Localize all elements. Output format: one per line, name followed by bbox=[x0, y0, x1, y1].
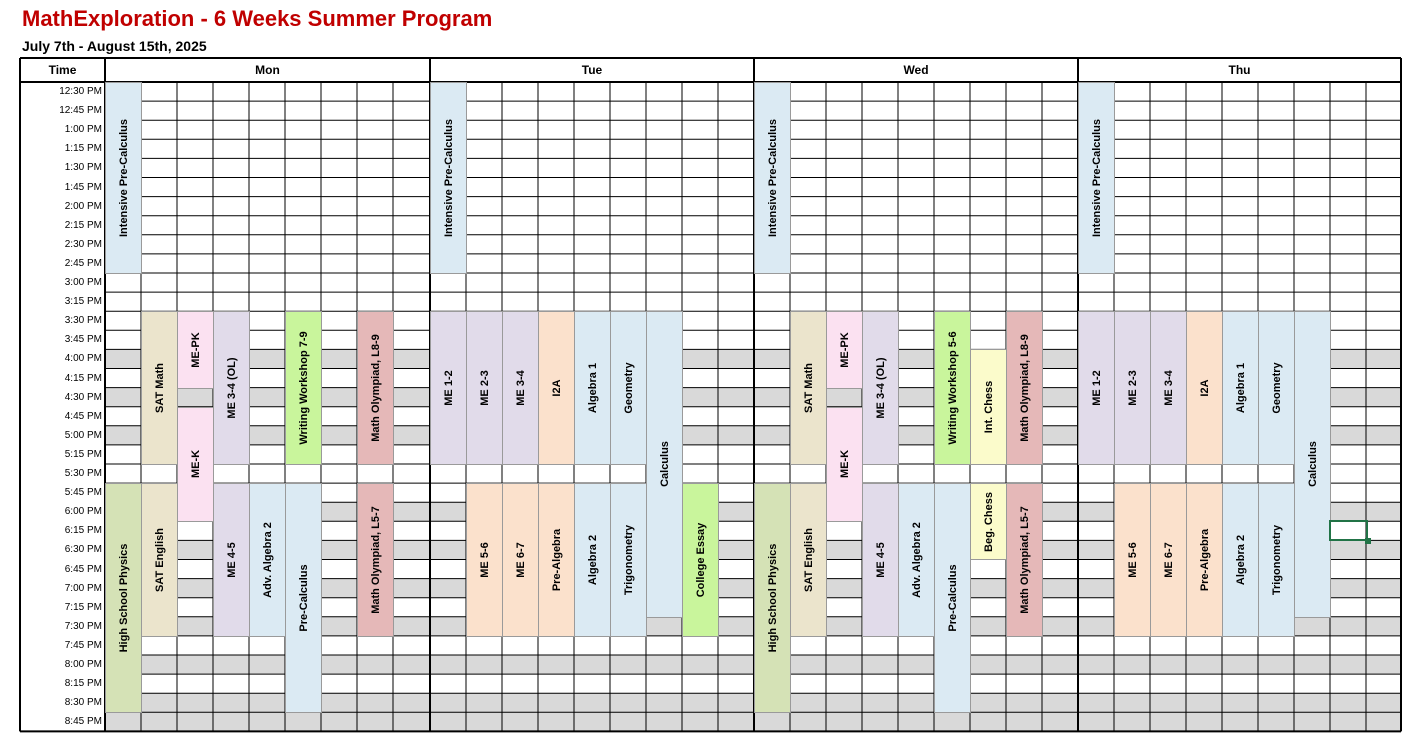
class-block[interactable] bbox=[1006, 311, 1043, 465]
class-label: Math Olympiad, L5-7 bbox=[1018, 506, 1031, 614]
time-label: 6:00 PM bbox=[64, 506, 102, 518]
class-block[interactable] bbox=[213, 483, 250, 637]
class-block[interactable] bbox=[646, 311, 683, 618]
time-label: 3:00 PM bbox=[64, 277, 102, 288]
day-header-thu: Thu bbox=[1228, 63, 1251, 77]
time-label: 8:45 PM bbox=[64, 716, 102, 728]
class-block[interactable] bbox=[177, 407, 214, 523]
class-label: High School Physics bbox=[117, 543, 130, 653]
class-block[interactable] bbox=[141, 311, 178, 465]
time-label: 8:00 PM bbox=[64, 659, 102, 670]
class-label: ME-K bbox=[838, 450, 851, 479]
class-block[interactable] bbox=[1186, 483, 1223, 637]
class-label: Geometry bbox=[622, 362, 635, 414]
class-label: ME 3-4 (OL) bbox=[874, 357, 887, 419]
class-block[interactable] bbox=[1114, 483, 1151, 637]
class-block[interactable] bbox=[754, 483, 791, 713]
class-block[interactable] bbox=[862, 483, 899, 637]
class-label: College Essay bbox=[694, 522, 707, 598]
class-label: Calculus bbox=[1306, 441, 1319, 488]
time-label: 7:15 PM bbox=[64, 601, 102, 613]
class-block[interactable] bbox=[249, 483, 286, 637]
class-label: SAT Math bbox=[153, 363, 166, 414]
time-label: 1:00 PM bbox=[64, 124, 102, 136]
class-block[interactable] bbox=[1078, 82, 1115, 274]
class-block[interactable] bbox=[682, 483, 719, 637]
time-label: 2:30 PM bbox=[64, 238, 102, 250]
class-label: Int. Chess bbox=[982, 380, 995, 434]
class-block[interactable] bbox=[1006, 483, 1043, 637]
class-block[interactable] bbox=[285, 483, 322, 713]
class-label: Math Olympiad, L8-9 bbox=[369, 334, 382, 442]
class-label: Pre-Calculus bbox=[946, 564, 959, 632]
class-label: High School Physics bbox=[766, 543, 779, 653]
class-label: Algebra 2 bbox=[1234, 534, 1247, 586]
class-label: Math Olympiad, L5-7 bbox=[369, 506, 382, 614]
selected-cell[interactable] bbox=[1329, 520, 1368, 541]
class-label: ME 2-3 bbox=[1126, 370, 1139, 406]
time-label: 5:30 PM bbox=[64, 468, 102, 479]
day-header-wed: Wed bbox=[903, 63, 929, 77]
class-block[interactable] bbox=[538, 483, 575, 637]
time-label: 6:30 PM bbox=[64, 544, 102, 556]
time-label: 3:15 PM bbox=[64, 296, 102, 308]
time-column-header: Time bbox=[48, 63, 77, 77]
day-header-mon: Mon bbox=[255, 63, 280, 77]
class-block[interactable] bbox=[790, 483, 827, 637]
class-label: ME-PK bbox=[838, 332, 851, 368]
class-block[interactable] bbox=[574, 483, 611, 637]
class-block[interactable] bbox=[1150, 483, 1187, 637]
class-label: Beg. Chess bbox=[982, 491, 995, 552]
time-label: 4:15 PM bbox=[64, 372, 102, 384]
class-label: ME 2-3 bbox=[478, 370, 491, 406]
class-label: ME 4-5 bbox=[225, 542, 238, 578]
class-block[interactable] bbox=[1114, 311, 1151, 465]
class-block[interactable] bbox=[105, 82, 142, 274]
class-label: ME 5-6 bbox=[478, 542, 491, 578]
class-label: Pre-Calculus bbox=[297, 564, 310, 632]
class-label: Intensive Pre-Calculus bbox=[1090, 119, 1103, 237]
class-label: ME-PK bbox=[189, 332, 202, 368]
page-title: MathExploration - 6 Weeks Summer Program bbox=[22, 6, 493, 31]
class-block[interactable] bbox=[610, 311, 647, 465]
class-block[interactable] bbox=[790, 311, 827, 465]
class-block[interactable] bbox=[177, 311, 214, 388]
class-label: SAT Math bbox=[802, 363, 815, 414]
time-label: 7:45 PM bbox=[64, 639, 102, 651]
class-label: Intensive Pre-Calculus bbox=[117, 119, 130, 237]
class-label: Writing Workshop 5-6 bbox=[946, 331, 959, 445]
class-label: Math Olympiad, L8-9 bbox=[1018, 334, 1031, 442]
class-block[interactable] bbox=[105, 483, 142, 713]
class-label: SAT English bbox=[802, 528, 815, 592]
class-label: Geometry bbox=[1270, 362, 1283, 414]
class-label: Calculus bbox=[658, 441, 671, 488]
class-label: Writing Workshop 7-9 bbox=[297, 331, 310, 445]
time-label: 12:30 PM bbox=[59, 86, 102, 97]
class-block[interactable] bbox=[466, 311, 503, 465]
time-label: 3:30 PM bbox=[64, 315, 102, 327]
time-label: 4:45 PM bbox=[64, 410, 102, 422]
class-label: Intensive Pre-Calculus bbox=[766, 119, 779, 237]
class-label: ME 3-4 bbox=[514, 370, 527, 406]
class-block[interactable] bbox=[1222, 483, 1259, 637]
class-block[interactable] bbox=[1078, 311, 1115, 465]
class-block[interactable] bbox=[862, 311, 899, 465]
class-label: Pre-Algebra bbox=[1198, 528, 1211, 592]
class-block[interactable] bbox=[826, 311, 863, 388]
class-label: ME 1-2 bbox=[1090, 370, 1103, 406]
class-block[interactable] bbox=[610, 483, 647, 637]
class-block[interactable] bbox=[1222, 311, 1259, 465]
class-block[interactable] bbox=[466, 483, 503, 637]
class-block[interactable] bbox=[357, 483, 394, 637]
class-label: ME 3-4 bbox=[1162, 370, 1175, 406]
class-block[interactable] bbox=[754, 82, 791, 274]
time-label: 1:15 PM bbox=[64, 143, 102, 155]
time-label: 3:45 PM bbox=[64, 334, 102, 346]
time-label: 12:45 PM bbox=[59, 105, 102, 117]
time-label: 5:45 PM bbox=[64, 487, 102, 499]
time-label: 6:15 PM bbox=[64, 525, 102, 537]
class-label: ME 3-4 (OL) bbox=[225, 357, 238, 419]
class-block[interactable] bbox=[1258, 483, 1295, 637]
day-header-tue: Tue bbox=[581, 63, 603, 77]
class-label: Trigonometry bbox=[622, 524, 635, 596]
class-block[interactable] bbox=[574, 311, 611, 465]
time-label: 4:30 PM bbox=[64, 391, 102, 403]
class-label: Trigonometry bbox=[1270, 524, 1283, 596]
time-label: 2:15 PM bbox=[64, 219, 102, 231]
class-label: ME 6-7 bbox=[1162, 542, 1175, 578]
page-subtitle: July 7th - August 15th, 2025 bbox=[22, 38, 207, 54]
class-block[interactable] bbox=[934, 311, 971, 465]
class-block[interactable] bbox=[357, 311, 394, 465]
class-block[interactable] bbox=[430, 311, 467, 465]
time-label: 2:45 PM bbox=[64, 257, 102, 269]
class-label: Intensive Pre-Calculus bbox=[442, 119, 455, 237]
class-block[interactable] bbox=[538, 311, 575, 465]
time-label: 2:00 PM bbox=[64, 200, 102, 212]
time-label: 7:00 PM bbox=[64, 582, 102, 594]
class-label: I2A bbox=[1198, 379, 1211, 397]
class-block[interactable] bbox=[1294, 311, 1331, 618]
class-block[interactable] bbox=[898, 483, 935, 637]
class-block[interactable] bbox=[430, 82, 467, 274]
time-label: 8:15 PM bbox=[64, 678, 102, 690]
class-block[interactable] bbox=[1258, 311, 1295, 465]
class-block[interactable] bbox=[502, 483, 539, 637]
class-block[interactable] bbox=[285, 311, 322, 465]
time-label: 5:15 PM bbox=[64, 448, 102, 460]
class-block[interactable] bbox=[970, 349, 1007, 465]
class-label: ME 6-7 bbox=[514, 542, 527, 578]
class-block[interactable] bbox=[970, 483, 1007, 560]
time-label: 7:30 PM bbox=[64, 620, 102, 632]
class-block[interactable] bbox=[1150, 311, 1187, 465]
class-block[interactable] bbox=[213, 311, 250, 465]
class-label: ME-K bbox=[189, 450, 202, 479]
class-label: Adv. Algebra 2 bbox=[261, 522, 274, 598]
class-label: Pre-Algebra bbox=[550, 528, 563, 592]
time-label: 6:45 PM bbox=[64, 563, 102, 575]
time-label: 1:30 PM bbox=[64, 162, 102, 174]
class-label: Algebra 1 bbox=[1234, 363, 1247, 414]
class-label: ME 4-5 bbox=[874, 542, 887, 578]
class-label: ME 5-6 bbox=[1126, 542, 1139, 578]
class-label: ME 1-2 bbox=[442, 370, 455, 406]
fill-handle[interactable] bbox=[1365, 538, 1371, 544]
class-block[interactable] bbox=[826, 407, 863, 523]
class-block[interactable] bbox=[141, 483, 178, 637]
class-label: Algebra 2 bbox=[586, 534, 599, 586]
class-block[interactable] bbox=[1186, 311, 1223, 465]
class-label: SAT English bbox=[153, 528, 166, 592]
class-label: Adv. Algebra 2 bbox=[910, 522, 923, 598]
time-label: 8:30 PM bbox=[64, 697, 102, 709]
time-label: 4:00 PM bbox=[64, 353, 102, 365]
class-block[interactable] bbox=[502, 311, 539, 465]
time-label: 1:45 PM bbox=[64, 181, 102, 193]
class-label: I2A bbox=[550, 379, 563, 397]
time-label: 5:00 PM bbox=[64, 429, 102, 441]
class-label: Algebra 1 bbox=[586, 363, 599, 414]
class-block[interactable] bbox=[934, 483, 971, 713]
